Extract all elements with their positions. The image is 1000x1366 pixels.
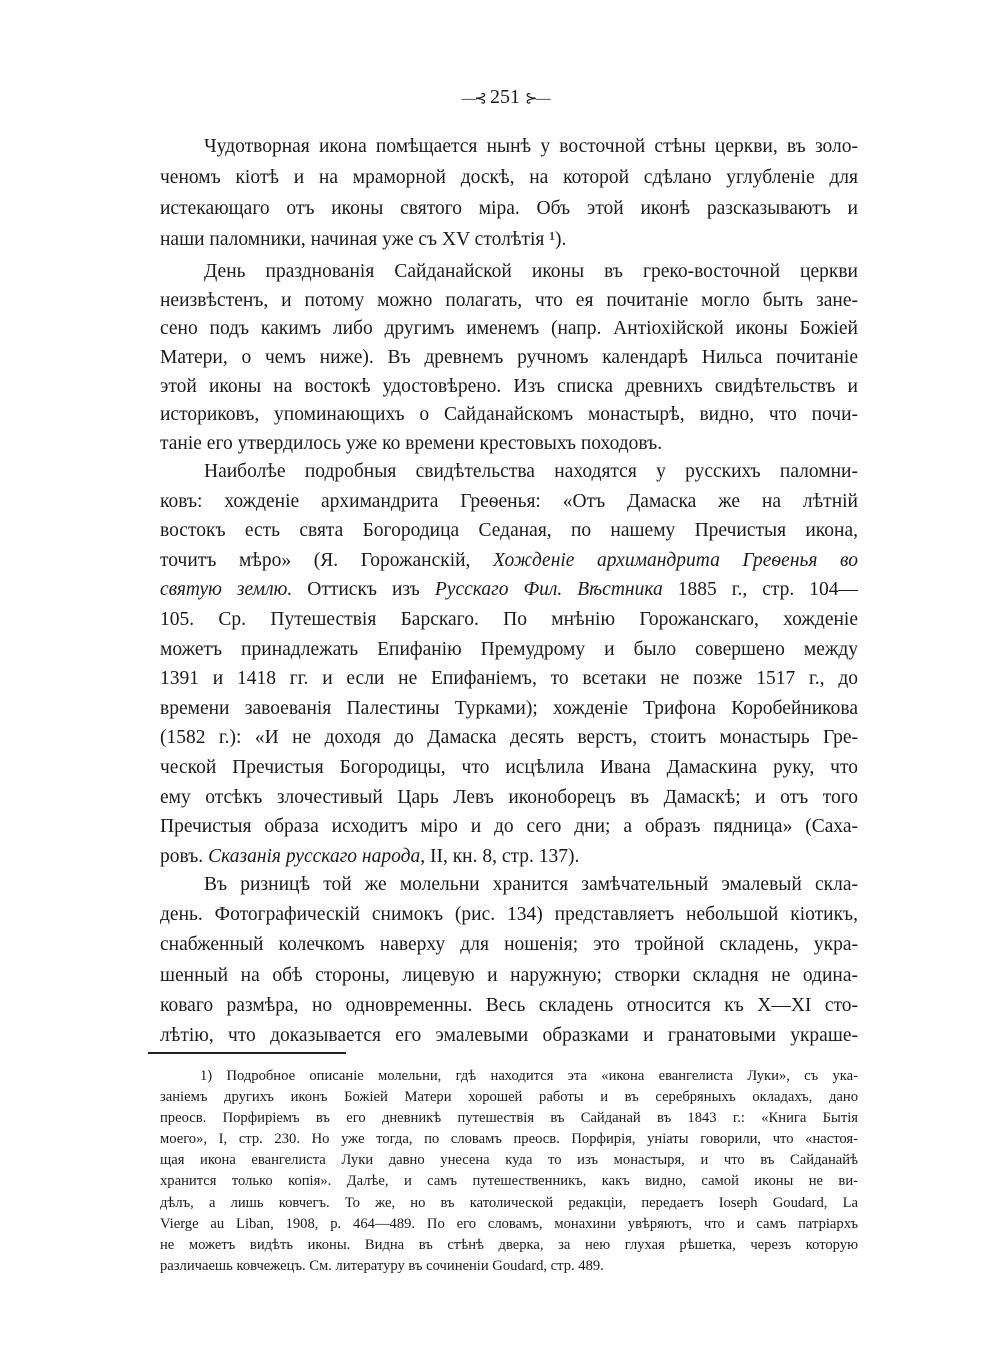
footnote-divider [148, 1052, 346, 1054]
text-line: 105. Ср. Путешествія Барскаго. По мнѣнію Горожанскаго, хожденіе [160, 608, 858, 630]
text-line: этой иконы на востокѣ удостовѣрено. Изъ списка древнихъ свидѣтельствъ и [160, 375, 858, 397]
text-segment: 1885 г., стр. 104— [662, 579, 858, 601]
page-number [0, 86, 1000, 109]
text-line: моего», I, стр. 230. Но уже тогда, по словамъ преосв. Порфирія, уніаты говорили, что «настоя- [160, 1131, 858, 1148]
text-segment: Оттискъ изъ [292, 579, 435, 601]
text-line: Пречистыя образа исходитъ міро и до сего дни; а образъ пядница» (Саха- [160, 816, 858, 838]
text-line [160, 546, 858, 576]
text-line: Vierge au Liban, 1908, p. 464—489. По его словамъ, монахини увѣряютъ, что и самъ патріархъ [160, 1215, 858, 1232]
text-line: востокъ есть свята Богородица Седаная, по нашему Пречистыя икона, [160, 520, 858, 542]
text-line: наши паломники, начиная уже съ XV столѣтія ¹). [160, 229, 567, 250]
text-line: (1582 г.): «И не доходя до Дамаска десять верстъ, стоитъ монастырь Гре- [160, 727, 858, 749]
italic-citation: Сказанія русскаго народа [208, 845, 421, 867]
text-line: шенный на обѣ стороны, лицевую и наружную; створки складня не одина- [160, 964, 858, 986]
footnote [160, 1066, 858, 1277]
text-line: щая икона евангелиста Луки давно унесена куда то изъ монастыря, и что въ Сайданайѣ [160, 1152, 858, 1169]
italic-citation: Русскаго Фил. Вѣстника [434, 579, 663, 601]
text-line: можетъ принадлежать Епифанію Премудрому и было совершено между [160, 638, 858, 660]
paragraph-2 [160, 258, 858, 459]
italic-citation: Хожденіе архимандрита Греѳенья во [493, 549, 858, 571]
italic-citation: святую землю. [160, 579, 293, 601]
text-line: ческой Пречистыя Богородицы, что исцѣлила Ивана Дамаскина руку, что [160, 756, 858, 778]
text-line: заніемъ другихъ иконъ Божіей Матери хорошей работы и въ серебряныхъ окладахъ, дано [160, 1089, 858, 1106]
text-line: 1) Подробное описаніе молельни, гдѣ находится эта «икона евангелиста Луки», съ ука- [200, 1068, 858, 1084]
text-line: таніе его утвердилось уже ко времени крестовыхъ походовъ. [160, 433, 663, 455]
text-line: лѣтію, что доказывается его эмалевыми образками и гранатовыми украше- [160, 1024, 858, 1046]
text-line: 1391 и 1418 гг. и если не Епифаніемъ, то всетаки не позже 1517 г., до [160, 668, 858, 690]
text-line: истекающаго отъ иконы святого міра. Объ этой иконѣ разсказываютъ и [160, 198, 858, 219]
page-number-text: 251 [490, 86, 520, 108]
text-line: историковъ, упоминающихъ о Сайданайскомъ монастырѣ, видно, что почи- [160, 404, 858, 426]
text-line: хранится только копія». Далѣе, и самъ путешественникъ, какъ видно, самой иконы не ви- [160, 1173, 858, 1190]
text-line: преосв. Порфиріемъ въ его дневникѣ путешествія въ Сайданай въ 1843 г.: «Книга Бытія [160, 1110, 858, 1127]
ornament-right-icon: ⊱— [525, 91, 549, 107]
paragraph-3 [160, 457, 858, 871]
text-line: день. Фотографическій снимокъ (рис. 134) представляетъ небольшой кіотикъ, [160, 904, 858, 926]
text-line: Наиболѣе подробныя свидѣтельства находятся у русскихъ паломни- [204, 461, 858, 482]
paragraph-4 [160, 870, 858, 1051]
ornament-left-icon: —⊰ [461, 91, 485, 107]
text-line: Матери, о чемъ ниже). Въ древнемъ ручномъ календарѣ Нильса почитаніе [160, 347, 858, 369]
text-line: времени завоеванія Палестины Турками); хожденіе Трифона Коробейникова [160, 697, 858, 719]
text-segment: , II, кн. 8, стр. 137). [420, 845, 580, 867]
text-line: Чудотворная икона помѣщается нынѣ у восточной стѣны церкви, въ золо- [204, 136, 858, 157]
paragraph-1 [160, 131, 858, 255]
text-line: дѣлъ, а лишь ковчегъ. То же, но въ католической редакціи, передаетъ Ioseph Goudard, La [160, 1194, 858, 1211]
text-line: Въ ризницѣ той же молельни хранится замѣчательный эмалевый скла- [204, 874, 858, 895]
text-line: ченомъ кіотѣ и на мраморной доскѣ, на которой сдѣлано углубленіе для [160, 167, 858, 188]
text-line [160, 575, 858, 605]
text-segment: точитъ мѣро» (Я. Горожанскій, [160, 549, 494, 571]
text-line: День празднованія Сайданайской иконы въ греко-восточной церкви [204, 261, 858, 282]
text-line: различаешь ковчежецъ. См. литературу въ сочиненіи Goudard, стр. 489. [160, 1257, 604, 1274]
text-line: ему отсѣкъ злочестивый Царь Левъ иконоборецъ въ Дамаскѣ; и отъ того [160, 786, 858, 808]
text-line: неизвѣстенъ, и потому можно полагать, что ея почитаніе могло быть зане- [160, 289, 858, 311]
text-line: снабженный колечкомъ наверху для ношенія; это тройной складень, укра- [160, 934, 858, 956]
text-line: коваго размѣра, но одновременны. Весь складень относится къ X—XI сто- [160, 994, 858, 1016]
text-line [160, 842, 858, 872]
text-segment: ровъ. [160, 845, 209, 867]
text-line: не можетъ видѣть иконы. Видна въ стѣнѣ дверка, за нею глухая рѣшетка, черезъ которую [160, 1236, 858, 1253]
text-line: ковъ: хожденіе архимандрита Греѳенья: «Отъ Дамаска же на лѣтній [160, 490, 858, 512]
text-line: сено подъ какимъ либо другимъ именемъ (напр. Антіохійской иконы Божіей [160, 318, 858, 340]
